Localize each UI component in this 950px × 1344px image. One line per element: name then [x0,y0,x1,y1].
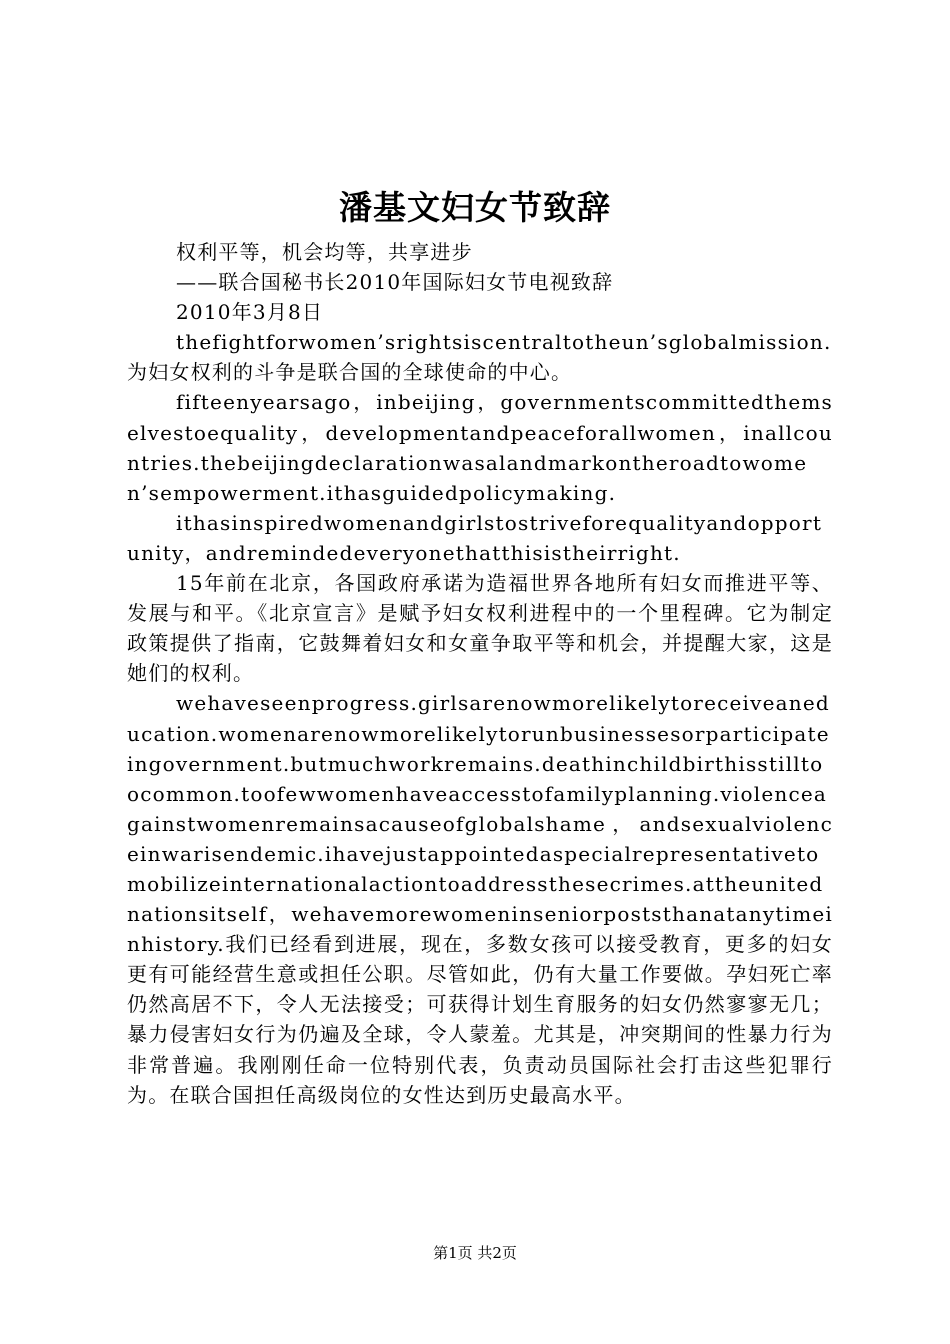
document-title: 潘基文妇女节致辞 [339,188,611,227]
byline-paragraph: ——联合国秘书长2010年国际妇女节电视致辞 [176,270,614,295]
page-number-footer: 第1页 共2页 [433,1244,517,1262]
body-paragraph: fifteenyearsago，inbeijing，governmentscommittedthemselvestoequality，developmentandpeaceforallwomen，inallcountries.thebeijingdeclarationwasalandmarkontheroadtowomen’sempowerment.ithasguidedpolicymaking. [127,390,833,505]
subtitle-paragraph: 权利平等，机会均等，共享进步 [176,240,473,264]
body-paragraph: wehaveseenprogress.girlsarenowmorelikelytoreceiveaneducation.womenarenowmorelikelytorunbusinessesorparticipateingovernment.butmuchworkremains.deathinchildbirthisstilltoocommon.toofewwomenhaveaccesstofamilyplanning.violenceagainstwomenremainsacauseofglobalshame，andsexualviolenceinwarisendemic.ihavejustappointedaspecialrepresentativetomobilizeinternationalactiontoaddressthesecrimes.attheunitednationsitself，wehavemorewomeninseniorpoststhanatanytimeinhistory.我们已经看到进展，现在，多数女孩可以接受教育，更多的妇女更有可能经营生意或担任公职。尽管如此，仍有大量工作要做。孕妇死亡率仍然高居不下，令人无法接受；可获得计划生育服务的妇女仍然寥寥无几；暴力侵害妇女行为仍遍及全球，令人蒙羞。尤其是，冲突期间的性暴力行为非常普遍。我刚刚任命一位特别代表，负责动员国际社会打击这些犯罪行为。在联合国担任高级岗位的女性达到历史最高水平。 [127,691,833,1107]
body-paragraph: thefightforwomen’srightsiscentraltotheun’sglobalmission.为妇女权利的斗争是联合国的全球使命的中心。 [127,330,832,385]
body-paragraph: 15年前在北京，各国政府承诺为造福世界各地所有妇女而推进平等、发展与和平。《北京宣言》是赋予妇女权利进程中的一个里程碑。它为制定政策提供了指南，它鼓舞着妇女和女童争取平等和机会，并提醒大家，这是她们的权利。 [127,571,833,686]
date-paragraph: 2010年3月8日 [176,300,324,325]
document-body [127,237,833,1110]
body-paragraph: ithasinspiredwomenandgirlstostriveforequalityandopportunity，andremindedeveryonethatthisistheirright. [127,510,823,565]
